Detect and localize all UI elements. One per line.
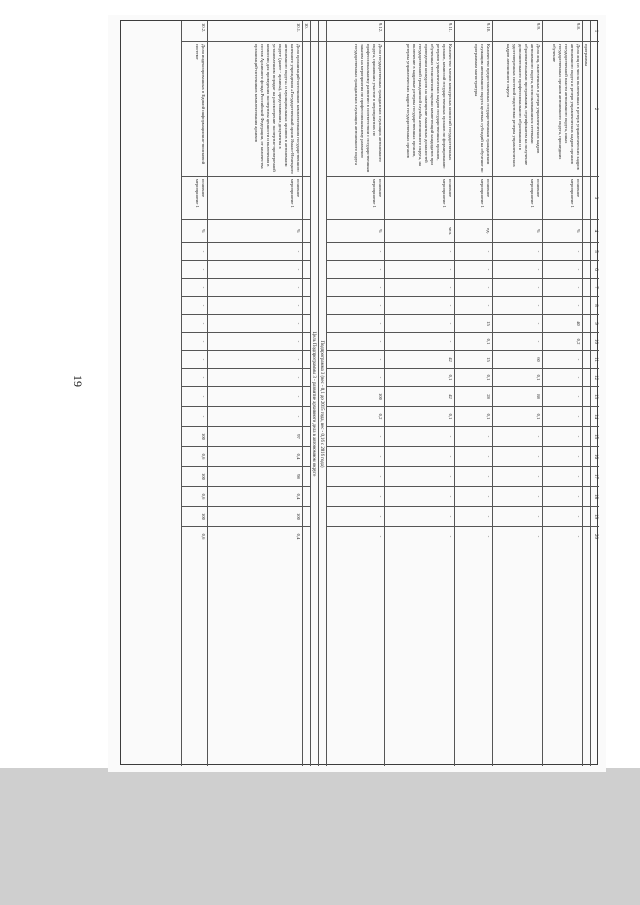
value-cell: - [493,278,542,296]
header-cell: 13 [591,386,599,406]
empty-cell [583,314,590,332]
table-row [454,21,492,766]
empty-cell [303,486,310,506]
value-cell: - [543,526,582,546]
value-cell: 40 [543,314,582,332]
header-cell: 12 [591,368,599,386]
value-cell: 60 [493,350,542,368]
value-cell: - [208,406,302,426]
indicator-name: Доля организаций-источников комплектования государственного казенного учреждения «Государственный архив Ямало-Ненецкого автономного округа» и муниципальных архивов в автономном округе (далее - архивы), представивших документы в установленном порядке на рассмотрение экспертно-проверочной комиссии для проведения экспертизы ценности и включения в состав Архивного фонда Российской Федерации, от количества организаций-источников комплектования архивов [208,41,302,176]
value-cell: - [455,260,492,278]
indicator-name: Доля лиц из числа включенных в резерв управленческих кадров автономного округа и резерв управленческих кадров органов государственной власти автономного округа, иных государственных органов автономного округа, прошедших обучение [543,41,582,176]
header-cell: 7 [591,278,599,296]
value-cell: - [455,278,492,296]
value-cell: - [543,406,582,426]
value-cell: - [455,486,492,506]
value-cell: - [455,242,492,260]
empty-cell [303,260,310,278]
empty-cell [583,386,590,406]
table-row [384,21,454,766]
unit-cell: чел. [385,219,454,242]
header-cell: 6 [591,260,599,278]
unit-cell: % [327,219,384,242]
empty-cell [583,446,590,466]
value-cell: 42 [385,386,454,406]
continuation-text: программы [583,41,590,176]
header-cell: 1 [593,29,598,33]
value-cell: 0,1 [455,332,492,350]
empty-cell [583,21,590,41]
value-cell: 0,4 [208,526,302,546]
value-cell: 100 [327,386,384,406]
empty-cell [303,176,310,219]
value-cell: - [385,260,454,278]
empty-cell [583,486,590,506]
value-cell: - [327,242,384,260]
value-cell: - [327,368,384,386]
value-cell: 0,1 [385,368,454,386]
empty-cell [303,466,310,486]
value-cell: - [455,296,492,314]
value-cell: - [493,260,542,278]
value-cell: - [327,314,384,332]
value-cell: 100 [182,506,207,526]
row-number: 10.1. [296,23,301,33]
row-number: 10.2. [201,23,206,33]
value-cell: - [208,368,302,386]
value-cell: - [182,278,207,296]
value-cell: - [327,446,384,466]
value-cell: - [327,296,384,314]
value-cell: - [493,242,542,260]
unit-cell: % [543,219,582,242]
header-cell: 4 [591,219,599,242]
value-cell: - [385,332,454,350]
value-cell: 0,4 [208,446,302,466]
value-cell: - [543,466,582,486]
value-cell: 100 [182,426,207,446]
value-cell: 100 [182,466,207,486]
row-number: 10. [304,23,309,29]
value-cell: - [208,242,302,260]
value-cell: - [543,506,582,526]
value-cell: - [208,350,302,368]
value-cell: - [327,332,384,350]
value-cell: 0,6 [182,486,207,506]
empty-cell [303,386,310,406]
empty-cell [303,219,310,242]
empty-cell [303,41,310,176]
value-cell: - [493,446,542,466]
page-number: 19 [71,375,85,387]
table-row-10 [302,21,310,766]
table-row-continuation [582,21,590,766]
empty-cell [303,296,310,314]
header-cell: 15 [591,426,599,446]
table-row [181,21,207,766]
value-cell: - [327,466,384,486]
value-cell: - [182,296,207,314]
event-name: основное мероприятие 1 [385,176,454,219]
value-cell: - [385,296,454,314]
empty-cell [303,426,310,446]
header-cell: 5 [591,242,599,260]
header-cell: 16 [591,446,599,466]
value-cell: 0,2 [327,406,384,426]
empty-cell [583,426,590,446]
value-cell: - [385,446,454,466]
value-cell: - [327,278,384,296]
value-cell: - [385,426,454,446]
value-cell: 0,6 [182,526,207,546]
indicators-table [120,20,598,765]
value-cell: - [208,278,302,296]
value-cell: - [493,486,542,506]
value-cell: - [455,466,492,486]
value-cell: - [385,314,454,332]
value-cell: - [208,260,302,278]
empty-cell [303,406,310,426]
value-cell: - [543,350,582,368]
table-row [207,21,302,766]
event-name: основное мероприятие 1 [182,176,207,219]
value-cell: - [385,486,454,506]
empty-cell [583,219,590,242]
empty-cell [583,526,590,546]
event-name: основное мероприятие 1 [543,176,582,219]
scan-background-shade [0,768,640,905]
empty-cell [303,242,310,260]
value-cell: 98 [208,466,302,486]
value-cell: - [493,426,542,446]
empty-cell [303,350,310,368]
value-cell: - [182,350,207,368]
value-cell: - [493,296,542,314]
value-cell: - [543,426,582,446]
value-cell: - [455,506,492,526]
indicator-name: Количество членов конкурсных комиссий государственных органов, комиссий государственных органов по формированию резервов управленческих кадров государственных органов, обученных технологиям оценки компетенций кандидатов при проведении конкурсов на замещение вакантных должностей государственной гражданской службы автономного округа, на включение в кадровые резервы государственных органов, резервы управленческих кадров государственных органов [385,41,454,176]
unit-cell: % [208,219,302,242]
value-cell: - [543,242,582,260]
value-cell: - [327,486,384,506]
empty-cell [583,332,590,350]
empty-cell [583,506,590,526]
value-cell: - [543,296,582,314]
value-cell: - [327,506,384,526]
unit-cell: % [493,219,542,242]
value-cell: - [327,350,384,368]
indicator-name: Количество предоставленных государственным гражданским служащим автономного округа целевых субсидий на обучение по программам магистратуры [455,41,492,176]
value-cell: 42 [385,350,454,368]
unit-cell: % [182,219,207,242]
value-cell: 15 [455,314,492,332]
value-cell: - [493,506,542,526]
value-cell: - [182,314,207,332]
subprogram-row [318,21,326,766]
empty-cell [303,278,310,296]
empty-cell [583,176,590,219]
row-number: 9.10. [486,23,491,33]
value-cell: 0,1 [493,406,542,426]
indicator-name: Доля государственных гражданских служащих автономного округа, принявших участие в мероприятиях по профессиональному развитию в соответствии с государственным заказом на мероприятия по профессиональному развитию государственных гражданских служащих автономного округа [327,41,384,176]
event-name: основное мероприятие 1 [493,176,542,219]
value-cell: - [327,526,384,546]
empty-cell [303,332,310,350]
value-cell: - [182,242,207,260]
value-cell: - [493,314,542,332]
empty-cell [303,526,310,546]
header-cell: 3 [591,176,599,219]
goal-row [310,21,318,766]
header-cell: 8 [591,296,599,314]
value-cell: - [455,426,492,446]
empty-cell [583,296,590,314]
value-cell: - [208,296,302,314]
header-cell: 2 [591,41,599,176]
table-row [326,21,384,766]
value-cell: 15 [455,350,492,368]
subprogram-title: Подпрограмма 3 (вес - 0,1 до 2015 года, вес - 0,16 с 2016 года) [319,41,326,766]
header-cell: 9 [591,314,599,332]
empty-cell [583,242,590,260]
value-cell: - [543,260,582,278]
row-number: 9.9. [536,23,541,30]
value-cell: - [385,242,454,260]
row-number: 9.12. [378,23,383,33]
value-cell: 0,1 [455,406,492,426]
value-cell: - [455,446,492,466]
event-name: основное мероприятие 1 [208,176,302,219]
value-cell: 0,1 [455,368,492,386]
goal-title: Цель Подпрограммы 3 - развитие архивного дела в автономном округе [311,41,318,766]
header-cell: 18 [591,486,599,506]
value-cell: - [182,368,207,386]
empty-cell [303,446,310,466]
value-cell: - [182,332,207,350]
value-cell: - [493,332,542,350]
rotated-table-content [121,21,599,766]
value-cell: - [543,486,582,506]
empty-cell [583,350,590,368]
header-cell: 20 [591,526,599,546]
value-cell: - [385,278,454,296]
value-cell: 0,1 [493,368,542,386]
value-cell: - [543,278,582,296]
value-cell: - [208,386,302,406]
value-cell: - [182,260,207,278]
empty-cell [583,368,590,386]
unit-cell: ед. [455,219,492,242]
value-cell: - [385,506,454,526]
table-row [542,21,582,766]
value-cell: - [208,314,302,332]
header-cell: 11 [591,350,599,368]
event-name: основное мероприятие 1 [455,176,492,219]
header-cell: 10 [591,332,599,350]
value-cell: - [543,368,582,386]
header-cell: 19 [591,506,599,526]
table-row [492,21,542,766]
value-cell: - [182,406,207,426]
value-cell: - [182,386,207,406]
value-cell: - [543,386,582,406]
value-cell: - [327,260,384,278]
empty-cell [303,314,310,332]
event-name: основное мероприятие 1 [327,176,384,219]
empty-cell [583,260,590,278]
empty-cell [583,406,590,426]
value-cell: - [385,466,454,486]
header-cell: 14 [591,406,599,426]
value-cell: - [493,466,542,486]
indicator-name: Доля лиц, включенных в резерв управленческих кадров автономного округа, воспользовавшихся сетевыми образовательными программами, сертификатом на получение дополнительного профессионального образования и в удостоверенных системой подготовки резерва управленческих кадров автономного округа [493,41,542,176]
value-cell: 28 [455,386,492,406]
empty-cell [583,466,590,486]
value-cell: - [455,526,492,546]
value-cell: - [327,426,384,446]
row-number: 9.8. [576,23,581,30]
row-number: 9.11. [448,23,453,33]
value-cell: - [385,526,454,546]
value-cell: 97 [208,426,302,446]
header-cell: 17 [591,466,599,486]
table-header-row [590,21,599,766]
empty-cell [583,278,590,296]
empty-cell [303,368,310,386]
value-cell: 0,4 [208,486,302,506]
value-cell: 100 [208,506,302,526]
value-cell: - [493,526,542,546]
value-cell: - [543,446,582,466]
value-cell: 0,2 [543,332,582,350]
indicator-name: Доля индексированных в Единой информационно-поисковой системе [182,41,207,176]
value-cell: 88 [493,386,542,406]
value-cell: 0,6 [182,446,207,466]
value-cell: - [208,332,302,350]
value-cell: 0,1 [385,406,454,426]
empty-cell [303,506,310,526]
